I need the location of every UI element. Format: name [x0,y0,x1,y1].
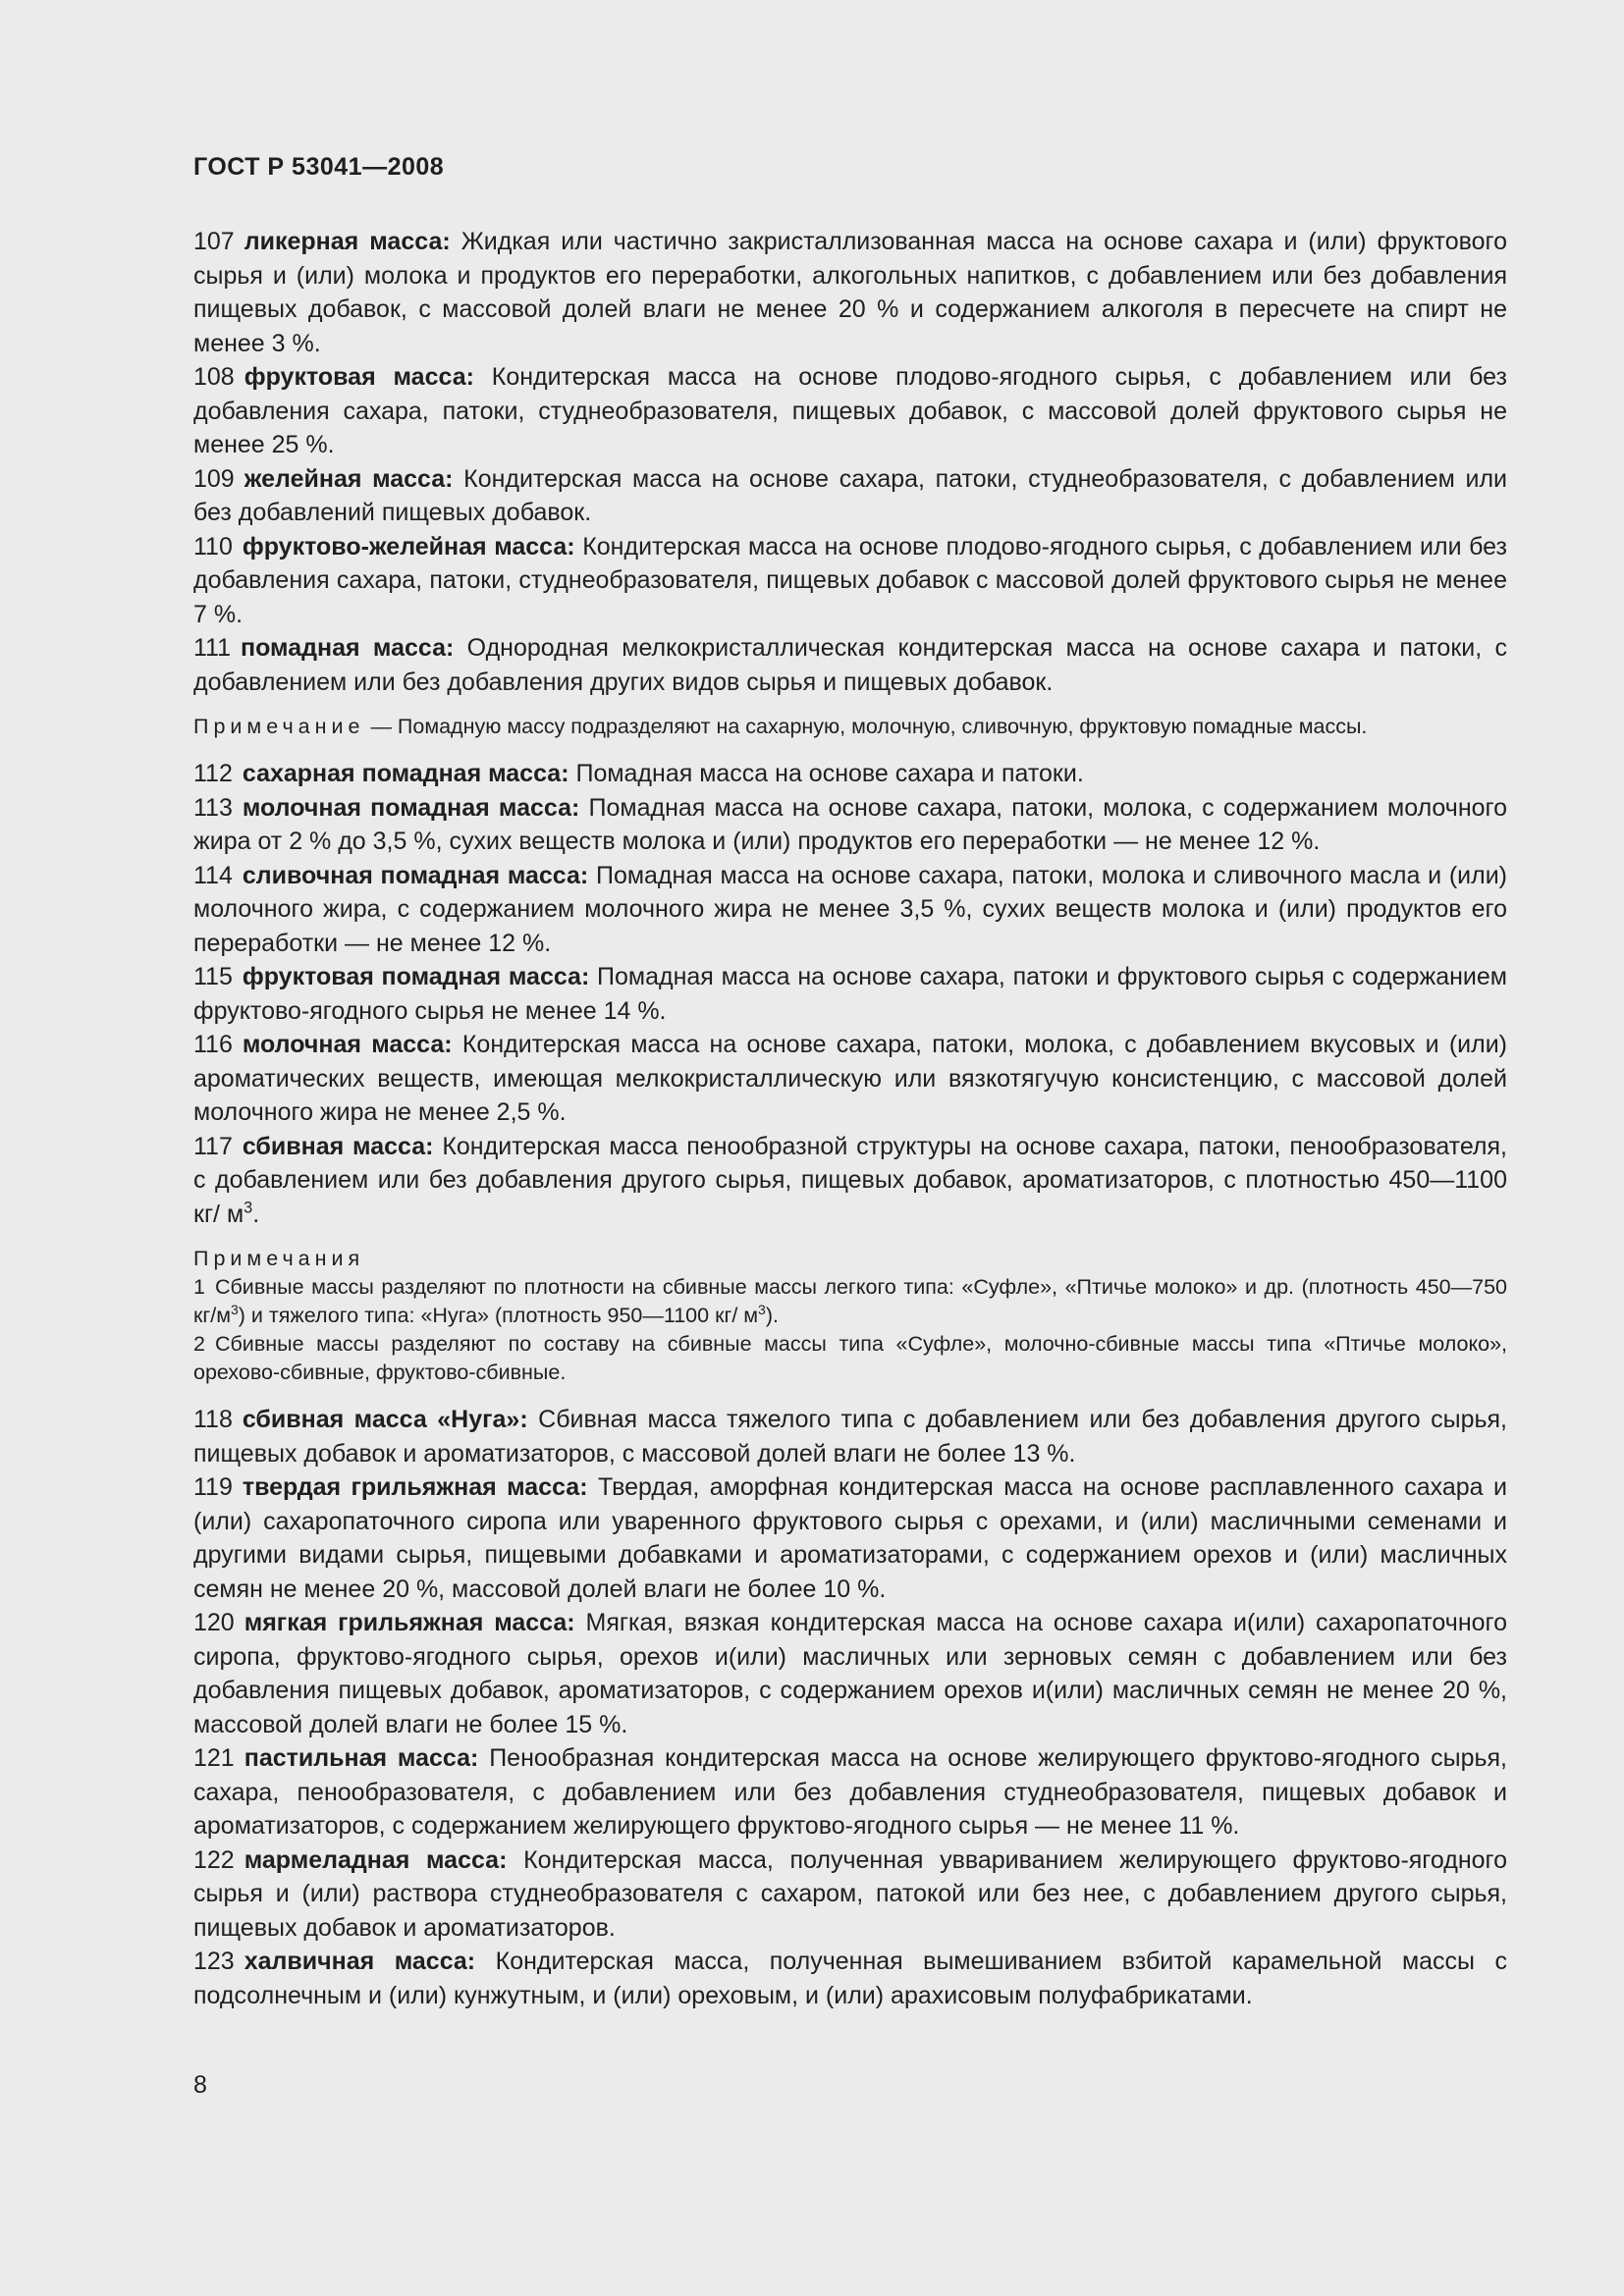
note-number: 2 [193,1332,205,1356]
term-entry-123 [193,1945,1507,2012]
entry-term: пастильная масса: [244,1744,479,1772]
note-text: — Помадную массу подразделяют на сахарную, молочную, сливочную, фруктовую помадные массы. [370,715,1368,738]
term-entry-112 [193,757,1507,791]
term-entry-115 [193,960,1507,1028]
note-text: Сбивные массы разделяют по составу на сбивные массы типа «Суфле», молочно-сбивные массы типа «Птичье молоко», орехово-сбивные, фруктово-сбивные. [193,1332,1507,1384]
entry-definition: Твердая, аморфная кондитерская масса на основе расплавленного сахара и (или) сахаропаточного сиропа или уваренного фруктового сырья с орехами, и (или) масличными семенами и другими видами сырья, пищевыми добавками и ароматизаторами, с содержанием орехов и (или) масличных семян не менее 20 %, массовой долей влаги не более 10 %. [193,1473,1507,1603]
entry-definition: Помадная масса на основе сахара и патоки. [575,760,1084,787]
entry-definition: Помадная масса на основе сахара, патоки, молока, с содержанием молочного жира от 2 % до 3,5 %, сухих веществ молока и (или) продуктов его переработки — не менее 12 %. [193,793,1507,855]
entry-number: 110 [193,532,233,561]
term-entry-111 [193,631,1507,699]
entry-definition: Сбивная масса тяжелого типа с добавлением или без добавления другого сырья, пищевых добавок и ароматизаторов, с массовой долей влаги не более 13 %. [193,1406,1507,1468]
superscript-exponent: 3 [231,1301,239,1317]
entry-term: твердая грильяжная масса: [242,1473,588,1501]
document-body [193,225,1507,2012]
note-label: Примечание [193,715,365,738]
entry-definition: Кондитерская масса на основе сахара, патоки, студнеобразователя, с добавлением или без добавлений пищевых добавок. [193,464,1507,526]
entry-number: 117 [193,1132,233,1160]
notes-label: Примечания [193,1247,365,1270]
term-entry-114 [193,859,1507,961]
entry-number: 121 [193,1744,235,1772]
entry-definition: Кондитерская масса, полученная вымешиванием взбитой карамельной массы с подсолнечным и (или) кунжутным, и (или) ореховым, и (или) арахисовым полуфабрикатами. [193,1948,1508,2009]
entry-definition: Кондитерская масса на основе плодово-ягодного сырья, с добавлением или без добавления сахара, патоки, студнеобразователя, пищевых добавок с массовой долей фруктового сырья не менее 7 %. [193,532,1507,628]
entry-definition: Жидкая или частично закристаллизованная масса на основе сахара и (или) фруктового сырья и (или) молока и продуктов его переработки, алкогольных напитков, с добавлением или без добавления пищевых добавок, с массовой долей влаги не менее 20 % и содержанием алкоголя в пересчете на спирт не менее 3 %. [193,228,1507,357]
term-entry-122 [193,1843,1507,1946]
term-entry-113 [193,791,1507,859]
note-fondant-types [193,713,1507,741]
entry-number: 115 [193,963,233,990]
entry-number: 108 [193,363,235,391]
note-text: Сбивные массы разделяют по плотности на сбивные массы легкого типа: «Суфле», «Птичье молоко» и др. (плотность 450—750 кг/м [193,1275,1507,1327]
entry-definition-tail: . [252,1200,260,1228]
entry-definition: Кондитерская масса, полученная уввариванием желирующего фруктово-ягодного сырья и (или) раствора студнеобразователя с сахаром, патокой или без нее, с добавлением другого сырья, пищевых добавок и ароматизаторов. [193,1845,1508,1942]
entry-term: мармеладная масса: [244,1845,508,1874]
notes-whipped-mass [193,1245,1507,1387]
note-item-1 [193,1273,1507,1330]
term-entry-108 [193,360,1507,462]
entry-term: молочная помадная масса: [242,793,580,822]
term-entry-120 [193,1606,1507,1741]
entry-number: 122 [193,1845,235,1874]
term-entry-116 [193,1028,1507,1130]
entry-definition: Помадная масса на основе сахара, патоки и фруктового сырья с содержанием фруктово-ягодного сырья не менее 14 %. [193,963,1507,1025]
document-code-header: ГОСТ Р 53041—2008 [193,153,445,181]
entry-term: сбивная масса «Нуга»: [242,1406,528,1433]
entry-definition: Пенообразная кондитерская масса на основе желирующего фруктово-ягодного сырья, сахара, пенообразователя, с добавлением или без добавления студнеобразователя, пищевых добавок и ароматизаторов, с содержанием желирующего фруктово-ягодного сырья — не менее 11 %. [193,1744,1507,1840]
entry-term: ликерная масса: [244,228,451,255]
entry-term: сбивная масса: [242,1132,434,1160]
entry-number: 119 [193,1473,233,1501]
entry-term: сливочная помадная масса: [242,861,589,889]
entry-number: 111 [193,634,232,662]
term-entry-118 [193,1403,1507,1470]
entry-number: 120 [193,1609,235,1636]
entry-term: фруктовая масса: [244,363,474,391]
term-entry-119 [193,1470,1507,1606]
entry-number: 109 [193,464,235,493]
entry-number: 123 [193,1948,235,1975]
entry-definition: Кондитерская масса пенообразной структуры на основе сахара, патоки, пенообразователя, с добавлением или без добавления другого сырья, пищевых добавок, ароматизаторов, с плотностью 450—1100 кг/ м [193,1132,1507,1228]
entry-definition: Кондитерская масса на основе плодово-ягодного сырья, с добавлением или без добавления сахара, патоки, студнеобразователя, пищевых добавок, с массовой долей фруктового сырья не менее 25 %. [193,363,1507,458]
note-text: ). [765,1304,779,1327]
note-text: ) и тяжелого типа: «Нуга» (плотность 950—1100 кг/ м [238,1304,759,1327]
entry-term: помадная масса: [241,634,455,662]
entry-number: 113 [193,793,233,822]
entry-number: 112 [193,760,233,787]
term-entry-117 [193,1130,1507,1232]
entry-number: 118 [193,1406,233,1433]
term-entry-110 [193,530,1507,632]
entry-number: 114 [193,861,233,889]
entry-term: желейная масса: [244,464,454,493]
entry-definition: Кондитерская масса на основе сахара, патоки, молока, с добавлением вкусовых и (или) ароматических веществ, имеющая мелкокристаллическую или вязкотягучую консистенцию, с массовой долей молочного жира не менее 2,5 %. [193,1031,1508,1126]
entry-number: 107 [193,228,235,255]
entry-term: мягкая грильяжная масса: [244,1609,575,1636]
term-entry-109 [193,462,1507,530]
term-entry-107 [193,225,1507,360]
entry-definition: Однородная мелкокристаллическая кондитерская масса на основе сахара и патоки, с добавлением или без добавления других видов сырья и пищевых добавок. [193,634,1507,696]
entry-term: фруктово-желейная масса: [242,532,575,561]
entry-term: халвичная масса: [244,1948,476,1975]
superscript-exponent: 3 [244,1199,253,1217]
term-entry-121 [193,1741,1507,1843]
entry-definition: Помадная масса на основе сахара, патоки, молока и сливочного масла и (или) молочного жира, с содержанием молочного жира не менее 3,5 %, сухих веществ молока и (или) продуктов его переработки — не менее 12 %. [193,861,1507,957]
entry-definition: Мягкая, вязкая кондитерская масса на основе сахара и(или) сахаропаточного сиропа, фруктово-ягодного сырья, орехов и(или) масличных или зерновых семян с добавлением или без добавления пищевых добавок, ароматизаторов, с содержанием орехов и(или) масличных семян не менее 20 %, массовой долей влаги не более 15 %. [193,1609,1507,1738]
entry-number: 116 [193,1031,233,1058]
page-number: 8 [193,2071,207,2099]
note-number: 1 [193,1275,205,1299]
superscript-exponent: 3 [758,1301,766,1317]
entry-term: фруктовая помадная масса: [242,963,590,990]
note-item-2 [193,1330,1507,1387]
entry-term: сахарная помадная масса: [242,760,569,787]
entry-term: молочная масса: [242,1031,453,1058]
